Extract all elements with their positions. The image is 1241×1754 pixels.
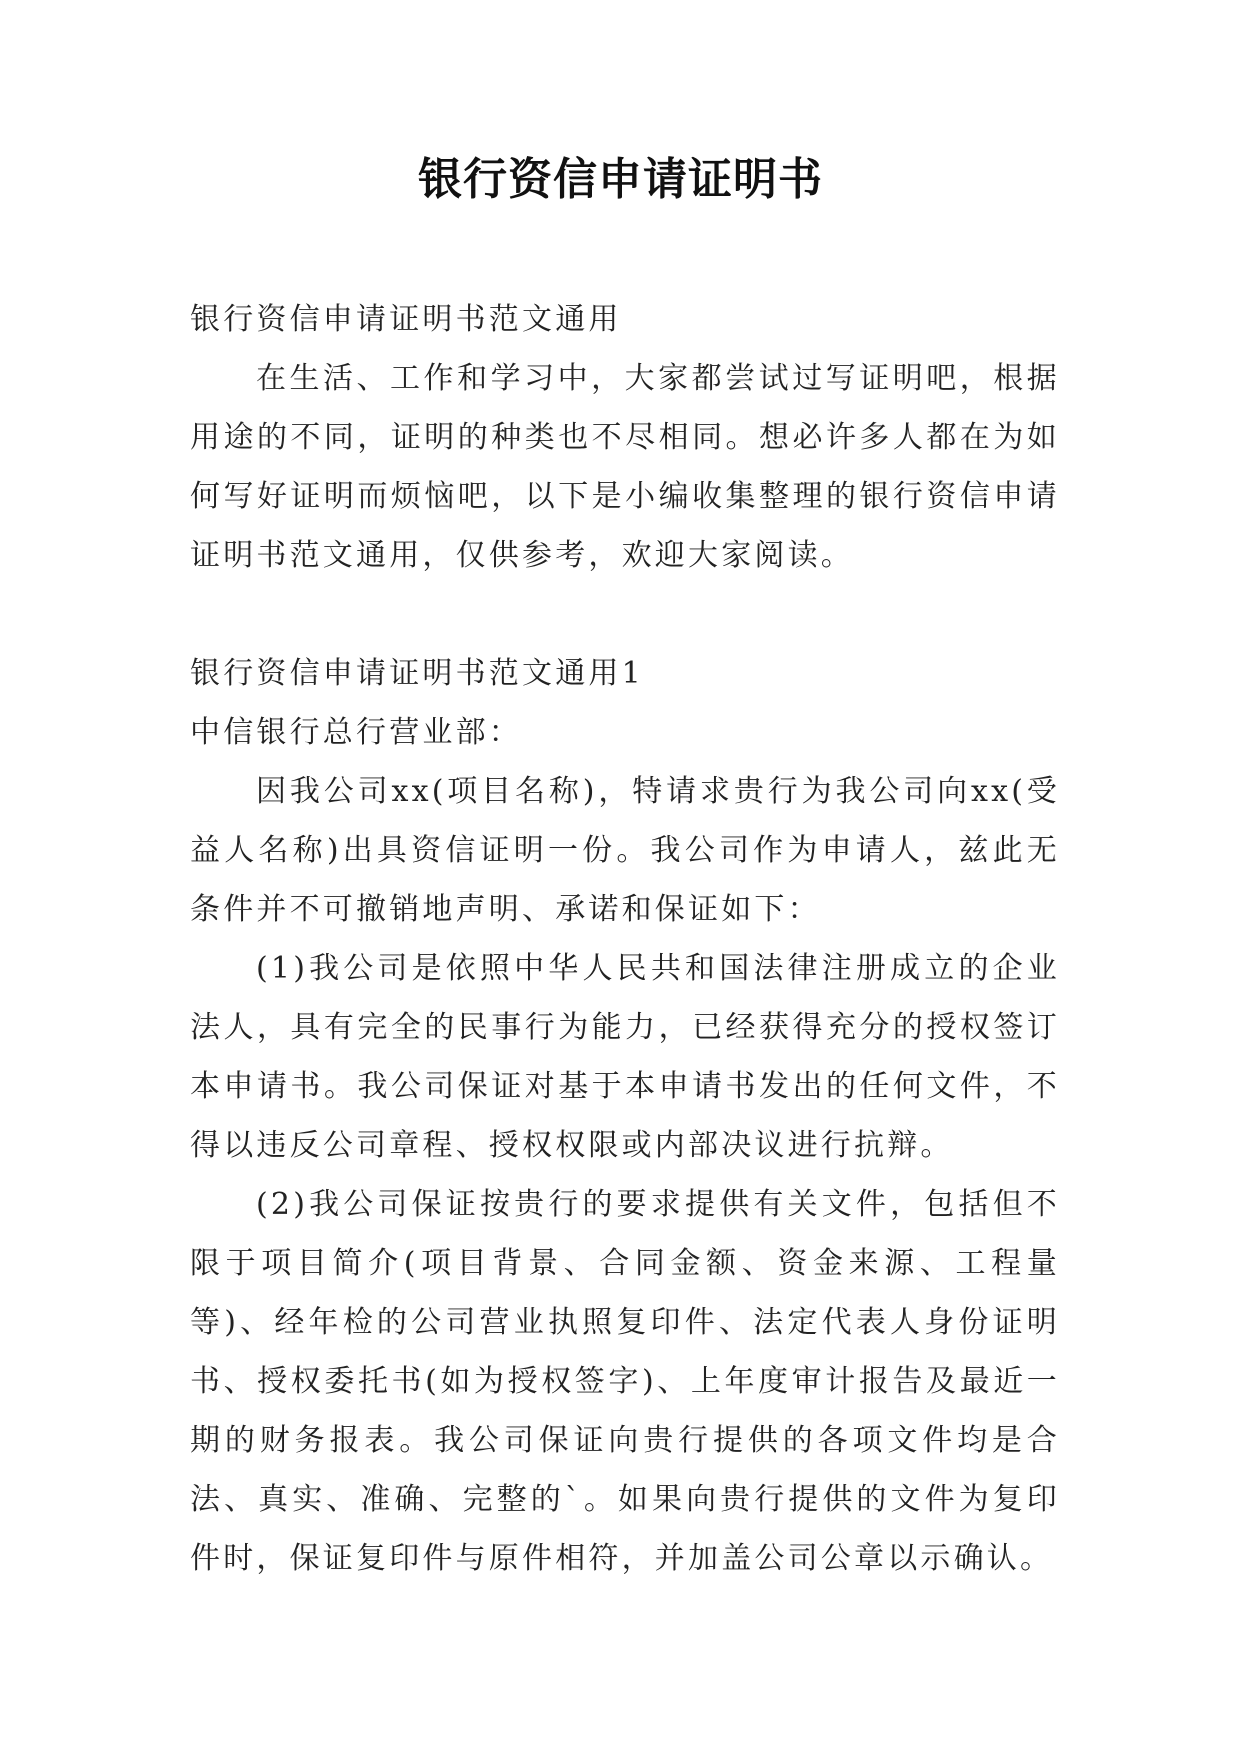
document-subtitle: 银行资信申请证明书范文通用 (190, 302, 622, 337)
body-paragraph-item-2: (2)我公司保证按贵行的要求提供有关文件，包括但不限于项目简介(项目背景、合同金额、资金来源、工程量等)、经年检的公司营业执照复印件、法定代表人身份证明书、授权委托书(如为授权签字)、上年度审计报告及最近一期的财务报表。我公司保证向贵行提供的各项文件均是合法、真实、准确、完整的`。如果向贵行提供的文件为复印件时，保证复印件与原件相符，并加盖公司公章以示确认。 (190, 1187, 1060, 1576)
body-paragraph-request: 因我公司xx(项目名称)，特请求贵行为我公司向xx(受益人名称)出具资信证明一份。我公司作为申请人，兹此无条件并不可撤销地声明、承诺和保证如下： (190, 774, 1060, 927)
intro-paragraph: 在生活、工作和学习中，大家都尝试过写证明吧，根据用途的不同，证明的种类也不尽相同。想必许多人都在为如何写好证明而烦恼吧，以下是小编收集整理的银行资信申请证明书范文通用，仅供参考，欢迎大家阅读。 (190, 361, 1060, 573)
body-paragraph-item-1: (1)我公司是依照中华人民共和国法律注册成立的企业法人，具有完全的民事行为能力，已经获得充分的授权签订本申请书。我公司保证对基于本申请书发出的任何文件，不得以违反公司章程、授权权限或内部决议进行抗辩。 (190, 951, 1060, 1163)
addressee-line: 中信银行总行营业部： (190, 715, 522, 750)
section-heading: 银行资信申请证明书范文通用1 (190, 656, 644, 691)
document-body (190, 290, 1060, 1588)
document-title: 银行资信申请证明书 (418, 154, 823, 205)
section-spacer (190, 585, 1060, 644)
